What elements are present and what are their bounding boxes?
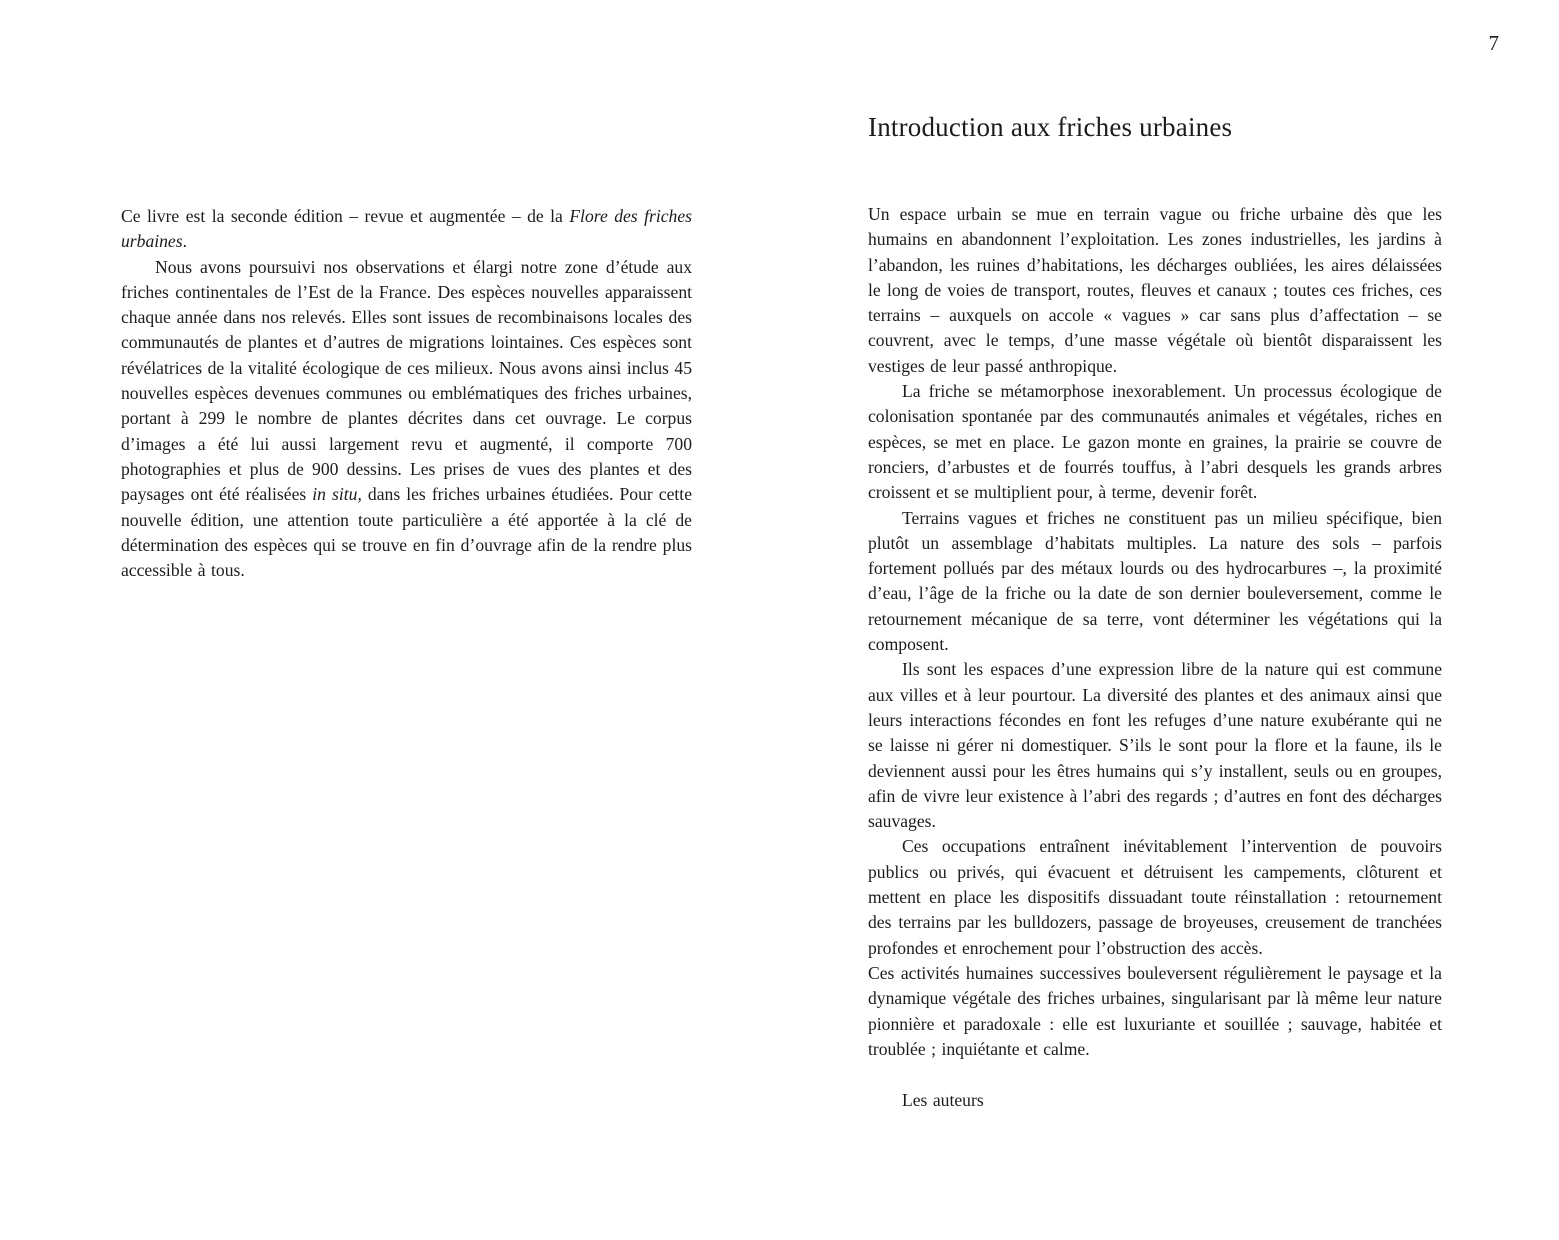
text-run: Ils sont les espaces d’une expression libre de la nature qui est commune aux villes et à leur pourtour. La diversité des plantes et des animaux ainsi que leurs interactions fécondes en font les refuges d’une nature exubérante qui ne se laisse ni gérer ni domestiquer. S’ils le sont pour la flore et la faune, ils le deviennent aussi pour les êtres humains qui s’y installent, seuls ou en groupes, afin de vivre leur existence à l’abri des regards ; d’autres en font des décharges sauvages. [868, 659, 1442, 832]
left-page-text-column [121, 204, 692, 583]
text-run: . [182, 231, 187, 252]
paragraph [121, 204, 692, 255]
text-run: Nous avons poursuivi nos observations et élargi notre zone d’étude aux friches continentales de l’Est de la France. Des espèces nouvelles apparaissent chaque année dans nos relevés. Elles sont issues de recombinaisons locales des communautés de plantes et d’autres de migrations lointaines. Ces espèces sont révélatrices de la vitalité écologique de ces milieux. Nous avons ainsi inclus 45 nouvelles espèces devenues communes ou emblématiques des friches urbaines, portant à 299 le nombre de plantes décrites dans cet ouvrage. Le corpus d’images a été lui aussi largement revu et augmenté, il comporte 700 photographies et plus de 900 dessins. Les prises de vues des plantes et des paysages ont été réalisées [121, 256, 692, 505]
text-run: Ces occupations entraînent inévitablement l’intervention de pouvoirs publics ou privés, qui évacuent et détruisent les campements, clôturent et mettent en place les dispositifs dissuadant toute réinstallation : retournement des terrains par les bulldozers, passage de broyeuses, creusement de tranchées profondes et enrochement pour l’obstruction des accès. [868, 836, 1442, 958]
paragraph [121, 255, 692, 584]
paragraph [868, 202, 1442, 379]
paragraph [868, 657, 1442, 834]
authors-signature: Les auteurs [902, 1090, 984, 1111]
text-run: Ces activités humaines successives bouleversent régulièrement le paysage et la dynamique végétale des friches urbaines, singularisant par là même leur nature pionnière et paradoxale : elle est luxuriante et souillée ; sauvage, habitée et troublée ; inquiétante et calme. [868, 962, 1442, 1059]
right-page-column [868, 110, 1442, 1113]
italic-text-run: in situ [312, 484, 358, 505]
chapter-heading: Introduction aux friches urbaines [868, 112, 1233, 142]
text-run: Ce livre est la seconde édition – revue et augmentée – de la [121, 206, 570, 226]
page-number: 7 [1488, 31, 1499, 55]
paragraph [868, 961, 1442, 1062]
right-page-text-column [868, 202, 1442, 1062]
paragraph [868, 506, 1442, 658]
paragraph [868, 379, 1442, 505]
text-run: , dans les friches urbaines étudiées. Pour cette nouvelle édition, une attention toute particulière a été apportée à la clé de détermination des espèces qui se trouve en fin d’ouvrage afin de la rendre plus accessible à tous. [121, 484, 693, 581]
italic-text-run: Flore des friches urbaines [121, 206, 692, 252]
paragraph [868, 834, 1442, 960]
text-run: Un espace urbain se mue en terrain vague ou friche urbaine dès que les humains en abandonnent l’exploitation. Les zones industrielles, les jardins à l’abandon, les ruines d’habitations, les décharges oubliées, les aires délaissées le long de voies de transport, routes, fleuves et canaux ; toutes ces friches, ces terrains – auxquels on accole « vagues » car sans plus d’affectation – se couvrent, avec le temps, d’une masse végétale où bientôt disparaissent les vestiges de leur passé anthropique. [868, 204, 1442, 376]
text-run: Terrains vagues et friches ne constituent pas un milieu spécifique, bien plutôt un assemblage d’habitats multiples. La nature des sols – parfois fortement pollués par des métaux lourds ou des hydrocarbures –, la proximité d’eau, l’âge de la friche ou la date de son dernier bouleversement, comme le retournement mécanique de sa terre, vont déterminer les végétations qui la composent. [868, 507, 1442, 655]
text-run: La friche se métamorphose inexorablement. Un processus écologique de colonisation spontanée par des communautés animales et végétales, riches en espèces, se met en place. Le gazon monte en graines, la prairie se couvre de ronciers, d’arbustes et de fourrés touffus, à l’abri desquels les grands arbres croissent et se multiplient pour, à terme, devenir forêt. [868, 381, 1442, 503]
